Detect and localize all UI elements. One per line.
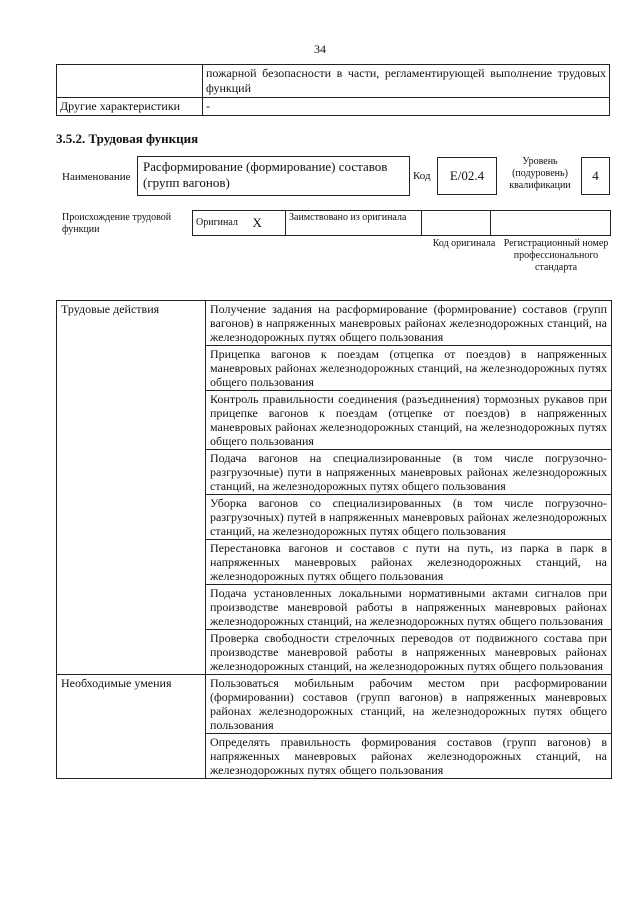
other-characteristics-value: - xyxy=(203,98,610,116)
page-number: 34 xyxy=(314,42,326,56)
original-label: Оригинал xyxy=(193,211,250,236)
labor-action-item: Проверка свободности стрелочных переводов от подвижного состава при производстве маневровой работы в напряженных маневровых районах железнодорожных станций, на железнодорожных путях общего пользования xyxy=(206,630,612,675)
borrowed-label: Заимствовано из оригинала xyxy=(286,211,422,236)
section-title: 3.5.2. Трудовая функция xyxy=(56,131,199,146)
table-row xyxy=(57,675,612,734)
name-label: Наименование xyxy=(62,171,131,183)
table-cell: пожарной безопасности в части, регламентирующей выполнение трудовых функций xyxy=(203,65,610,98)
continuation-table xyxy=(56,64,610,116)
labor-action-item: Подача вагонов на специализированные (в том числе погрузочно-разгрузочные) пути в напряженных маневровых районах железнодорожных станций, на железнодорожных путях общего пользования xyxy=(206,450,612,495)
labor-action-item: Подача установленных локальными нормативными актами сигналов при производстве маневровой работы в напряженных маневровых районах железнодорожных станций, на железнодорожных путях общего пользования xyxy=(206,585,612,630)
table-cell xyxy=(57,65,203,98)
original-mark: X xyxy=(250,211,286,236)
code-label: Код xyxy=(413,170,431,182)
main-table xyxy=(56,300,612,779)
level-value: 4 xyxy=(581,157,610,195)
code-value: E/02.4 xyxy=(437,157,497,195)
origin-label: Происхождение трудовой функции xyxy=(62,212,172,235)
other-characteristics-label: Другие характеристики xyxy=(57,98,203,116)
table-row xyxy=(57,98,610,116)
skill-item: Пользоваться мобильным рабочим местом при расформировании (формировании) составов (групп вагонов) в напряженных маневровых районах железнодорожных станций, на железнодорожных путях общего пользования xyxy=(206,675,612,734)
skills-label: Необходимые умения xyxy=(57,675,206,779)
reg-number-cell xyxy=(491,211,611,236)
table-row xyxy=(57,65,610,98)
labor-action-item: Уборка вагонов со специализированных (в том числе погрузочно-разгрузочных) путей в напряженных маневровых районах железнодорожных станций, на железнодорожных путях общего пользования xyxy=(206,495,612,540)
labor-action-item: Прицепка вагонов к поездам (отцепка от поездов) в напряженных маневровых районах железнодорожных станций, на железнодорожных путях общего пользования xyxy=(206,346,612,391)
code-original-cell xyxy=(422,211,491,236)
code-original-label: Код оригинала xyxy=(432,238,496,249)
labor-actions-label: Трудовые действия xyxy=(57,301,206,675)
level-label: Уровень (подуровень) квалификации xyxy=(509,156,571,191)
reg-number-label: Регистрационный номер профессионального стандарта xyxy=(503,238,609,273)
labor-action-item: Контроль правильности соединения (разъединения) тормозных рукавов при прицепке вагонов к поездам (отцепке от поездов) в напряженных маневровых районах железнодорожных станций, на железнодорожных путях общего пользования xyxy=(206,391,612,450)
table-row xyxy=(193,211,611,236)
labor-action-item: Получение задания на расформирование (формирование) составов (групп вагонов) в напряженных маневровых районах железнодорожных станций, на железнодорожных путях общего пользования xyxy=(206,301,612,346)
function-name-box: Расформирование (формирование) составов (групп вагонов) xyxy=(137,156,410,196)
table-row xyxy=(57,301,612,346)
skill-item: Определять правильность формирования составов (групп вагонов) в напряженных маневровых районах железнодорожных станций, на железнодорожных путях общего пользования xyxy=(206,734,612,779)
origin-table xyxy=(192,210,611,236)
labor-action-item: Перестановка вагонов и составов с пути на путь, из парка в парк в напряженных маневровых районах железнодорожных станций, на железнодорожных путях общего пользования xyxy=(206,540,612,585)
